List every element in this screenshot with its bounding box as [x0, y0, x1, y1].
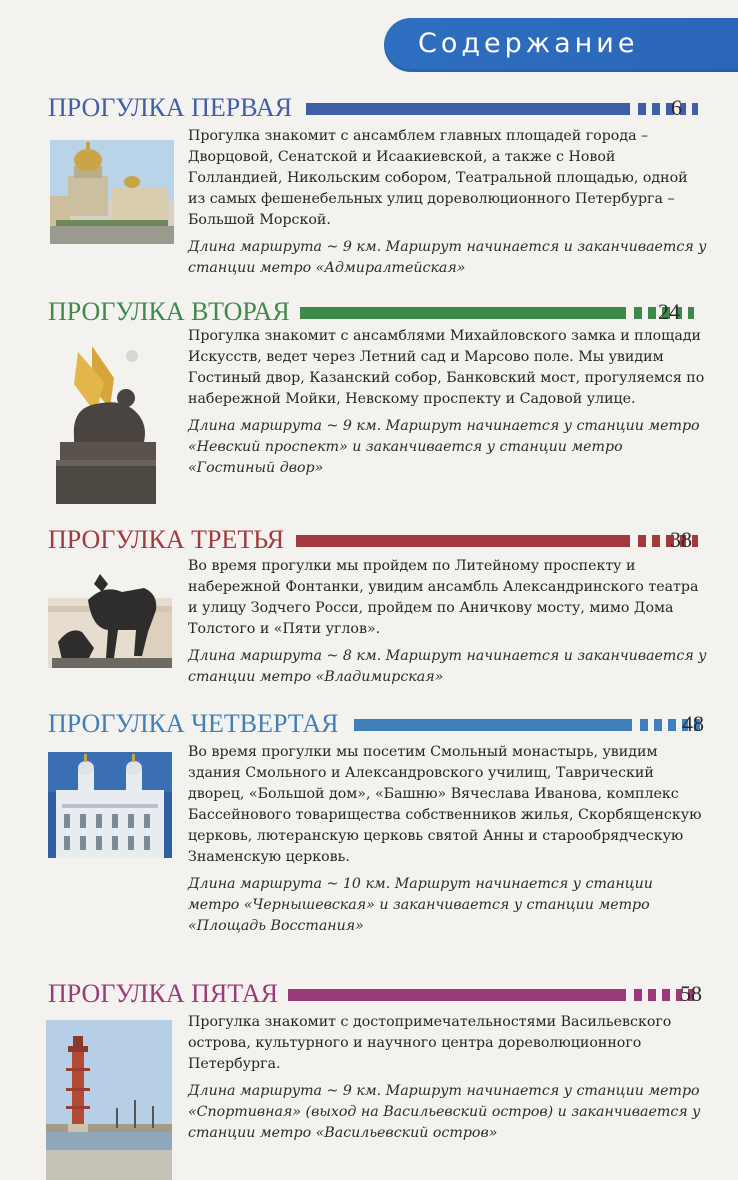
walk-route-info: Длина маршрута ~ 9 км. Маршрут начинается у станции метро «Спортивная» (выход на Васильевский остров) и заканчивается у станции метро «Васильевский остров» — [188, 1083, 701, 1141]
walk-heading-3[interactable] — [48, 526, 708, 554]
walk-page-number: 38 — [670, 527, 692, 552]
walk-title: ПРОГУЛКА ЧЕТВЕРТАЯ — [48, 709, 339, 738]
heading-bar — [296, 535, 630, 547]
walk-route-info: Длина маршрута ~ 9 км. Маршрут начинается у станции метро «Невский проспект» и заканчивается у станции метро «Гостиный двор» — [188, 418, 700, 476]
bar-dash — [652, 535, 660, 547]
rostral-column-photo — [46, 1020, 172, 1180]
walk-body-2 — [188, 326, 708, 479]
bar-dash — [648, 989, 656, 1001]
walk-page-number: 58 — [680, 981, 702, 1006]
griffin-statue-photo — [52, 338, 162, 508]
walk-description: Прогулка знакомит с достопримечательностями Васильевского острова, культурного и научного центра дореволюционного Петербурга. — [188, 1014, 672, 1072]
walk-heading-1[interactable] — [48, 94, 708, 122]
walk-heading-5[interactable] — [48, 980, 708, 1008]
walk-route-info: Длина маршрута ~ 10 км. Маршрут начинается у станции метро «Чернышевская» и заканчивается у станции метро «Площадь Восстания» — [188, 876, 653, 934]
heading-bar — [300, 307, 626, 319]
heading-bar — [306, 103, 630, 115]
walk-description: Во время прогулки мы посетим Смольный монастырь, увидим здания Смольного и Александровского училищ, Таврический дворец, «Большой дом», «Башню» Вячеслава Иванова, комплекс Бассейнового товарищества собственников жилья, Скорбященскую церковь, лютеранскую церковь святой Анны и старообрядческую Знаменскую церковь. — [188, 744, 702, 865]
contents-header — [384, 18, 738, 72]
bar-dash — [634, 989, 642, 1001]
isaac-cathedral-photo — [50, 140, 174, 244]
bar-dash — [692, 535, 698, 547]
bar-dash — [634, 307, 642, 319]
heading-bar — [354, 719, 632, 731]
walk-page-number: 48 — [682, 711, 704, 736]
walk-description: Прогулка знакомит с ансамблем главных площадей города – Дворцовой, Сенатской и Исаакиевской, а также с Новой Голландией, Никольским собором, Театральной площадью, одной из самых фешенебельных улиц дореволюционного Петербурга – Большой Морской. — [188, 128, 688, 228]
walk-heading-2[interactable] — [48, 298, 708, 326]
walk-page-number: 24 — [658, 299, 680, 324]
walk-title: ПРОГУЛКА ТРЕТЬЯ — [48, 525, 285, 554]
walk-body-5 — [188, 1012, 708, 1144]
walk-title: ПРОГУЛКА ПЕРВАЯ — [48, 93, 293, 122]
heading-bar — [288, 989, 626, 1001]
walk-route-info: Длина маршрута ~ 8 км. Маршрут начинается и заканчивается у станции метро «Владимирская» — [188, 648, 707, 685]
walk-page-number: 6 — [671, 95, 682, 120]
bar-dash — [638, 103, 646, 115]
bar-dash — [640, 719, 648, 731]
horse-tamer-statue-photo — [48, 570, 172, 668]
walk-route-info: Длина маршрута ~ 9 км. Маршрут начинается и заканчивается у станции метро «Адмиралтейская» — [188, 239, 707, 276]
bar-dash — [638, 535, 646, 547]
walk-title: ПРОГУЛКА ВТОРАЯ — [48, 297, 290, 326]
walk-body-1 — [188, 126, 708, 279]
smolny-cathedral-photo — [48, 752, 172, 858]
walk-description: Во время прогулки мы пройдем по Литейному проспекту и набережной Фонтанки, увидим ансамбль Александринского театра и улицу Зодчего Росси, пройдем по Аничкову мосту, мимо Дома Толстого и «Пяти углов». — [188, 558, 699, 637]
bar-dash — [668, 719, 676, 731]
bar-dash — [662, 989, 670, 1001]
walk-description: Прогулка знакомит с ансамблями Михайловского замка и площади Искусств, ведет через Летний сад и Марсово поле. Мы увидим Гостиный двор, Казанский собор, Банковский мост, прогуляемся по набережной Мойки, Невскому проспекту и Садовой улице. — [188, 328, 705, 407]
walk-title: ПРОГУЛКА ПЯТАЯ — [48, 979, 278, 1008]
walk-body-4 — [188, 742, 708, 937]
bar-dash — [692, 103, 698, 115]
bar-dash — [654, 719, 662, 731]
contents-title: Содержание — [418, 28, 639, 59]
bar-dash — [648, 307, 656, 319]
bar-dash — [688, 307, 694, 319]
walk-heading-4[interactable] — [48, 710, 708, 738]
walk-body-3 — [188, 556, 708, 688]
bar-dash — [652, 103, 660, 115]
